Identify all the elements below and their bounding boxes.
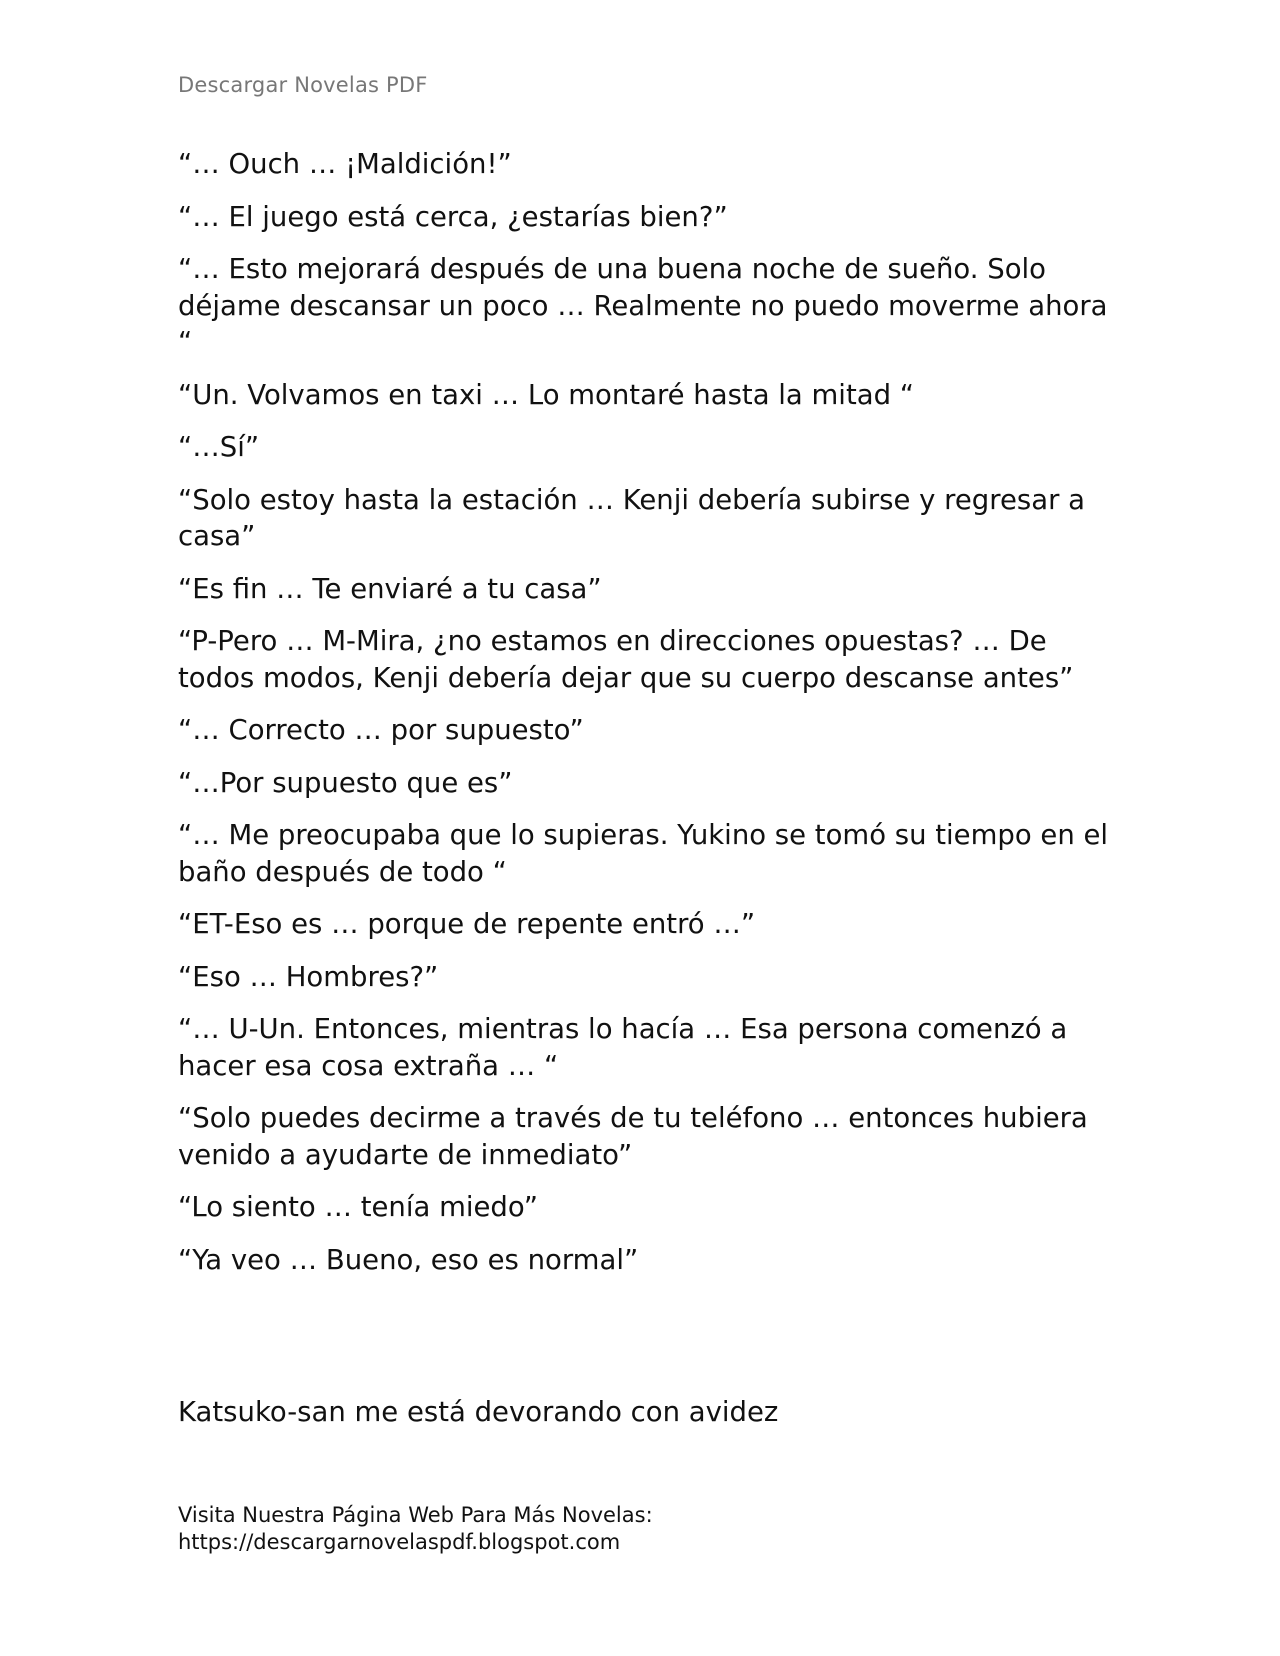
page-header: Descargar Novelas PDF xyxy=(178,73,428,97)
paragraph: “Un. Volvamos en taxi … Lo montaré hasta la mitad “ xyxy=(178,378,915,411)
paragraph: “Solo puedes decirme a través de tu teléfono … entonces hubiera venido a ayudarte de inmediato” xyxy=(178,1102,1088,1171)
paragraph: “Ya veo … Bueno, eso es normal” xyxy=(178,1243,639,1276)
paragraph: “P-Pero … M-Mira, ¿no estamos en direcciones opuestas? … De todos modos, Kenji debería dejar que su cuerpo descanse antes” xyxy=(178,625,1074,694)
footer-url: https://descargarnovelaspdf.blogspot.com xyxy=(178,1530,621,1554)
document-page xyxy=(178,0,1128,1656)
closing-title: Katsuko-san me está devorando con avidez xyxy=(178,1396,779,1428)
paragraph: “Eso … Hombres?” xyxy=(178,960,439,993)
paragraph: “…Por supuesto que es” xyxy=(178,766,513,799)
paragraph: “… U-Un. Entonces, mientras lo hacía … Esa persona comenzó a hacer esa cosa extraña … “ xyxy=(178,1013,1068,1082)
paragraph: “Solo estoy hasta la estación … Kenji debería subirse y regresar a casa” xyxy=(178,483,1085,552)
paragraph: “Lo siento … tenía miedo” xyxy=(178,1191,538,1223)
paragraph: “…Sí” xyxy=(178,431,260,463)
page-footer xyxy=(178,1502,653,1556)
paragraph: “… Correcto … por supuesto” xyxy=(178,714,584,746)
footer-promo-text: Visita Nuestra Página Web Para Más Novelas: xyxy=(178,1503,653,1527)
paragraph: “… El juego está cerca, ¿estarías bien?” xyxy=(178,200,728,233)
paragraph: “… Me preocupaba que lo supieras. Yukino se tomó su tiempo en el baño después de todo “ xyxy=(178,819,1109,888)
paragraph: “ET-Eso es … porque de repente entró …” xyxy=(178,908,756,940)
body-text xyxy=(178,146,1118,1294)
paragraph: “… Ouch … ¡Maldición!” xyxy=(178,148,512,180)
paragraph: “Es fin … Te enviaré a tu casa” xyxy=(178,572,602,605)
paragraph: “… Esto mejorará después de una buena noche de sueño. Solo déjame descansar un poco … Realmente no puedo moverme ahora “ xyxy=(178,253,1108,358)
